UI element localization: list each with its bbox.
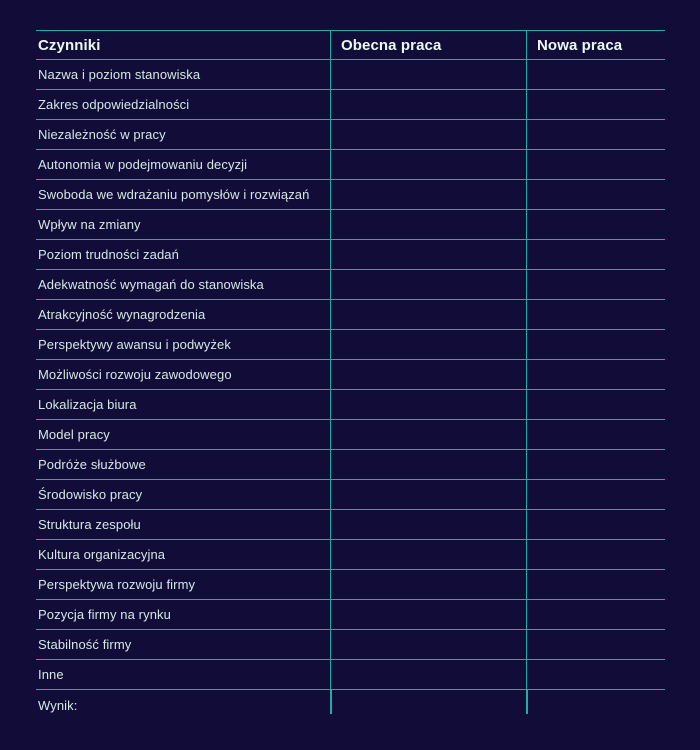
current-job-value-cell[interactable] [330,480,526,509]
current-job-value-cell[interactable] [330,300,526,329]
current-job-value-cell[interactable] [330,450,526,479]
factor-label: Możliwości rozwoju zawodowego [38,367,232,382]
table-row [36,390,665,420]
table-row [36,630,665,660]
column-header-current-job: Obecna praca [330,31,526,59]
current-job-value-cell[interactable] [330,120,526,149]
factor-label: Zakres odpowiedzialności [38,97,190,112]
factor-label: Adekwatność wymagań do stanowiska [38,277,264,292]
current-job-value-cell[interactable] [330,330,526,359]
new-job-value-cell[interactable] [526,270,665,299]
table-row [36,510,665,540]
new-job-value-cell[interactable] [526,120,665,149]
current-job-value-cell[interactable] [330,510,526,539]
factor-label: Model pracy [38,427,110,442]
new-job-value-cell[interactable] [526,450,665,479]
table-row [36,60,665,90]
new-job-value-cell[interactable] [526,300,665,329]
factor-label: Poziom trudności zadań [38,247,179,262]
current-job-value-cell[interactable] [330,420,526,449]
new-job-value-cell[interactable] [526,360,665,389]
current-job-value-cell[interactable] [330,390,526,419]
table-row [36,660,665,690]
current-job-value-cell[interactable] [330,600,526,629]
factor-label: Środowisko pracy [38,487,143,502]
current-job-value-cell[interactable] [330,270,526,299]
result-label: Wynik: [38,697,78,713]
table-row [36,300,665,330]
factor-label: Autonomia w podejmowaniu decyzji [38,157,248,172]
new-job-value-cell[interactable] [526,90,665,119]
new-job-value-cell[interactable] [526,510,665,539]
current-job-value-cell[interactable] [330,570,526,599]
table-row [36,120,665,150]
table-row [36,270,665,300]
new-job-value-cell[interactable] [526,570,665,599]
table-row [36,600,665,630]
table-row [36,240,665,270]
factor-label: Stabilność firmy [38,637,132,652]
factor-label: Struktura zespołu [38,517,141,532]
new-job-value-cell[interactable] [526,540,665,569]
factor-label: Nazwa i poziom stanowiska [38,67,201,82]
new-job-value-cell[interactable] [526,660,665,689]
new-job-value-cell[interactable] [526,180,665,209]
table-row [36,570,665,600]
new-job-value-cell[interactable] [526,330,665,359]
new-job-value-cell[interactable] [526,630,665,659]
factor-label: Wpływ na zmiany [38,217,141,232]
table-row [36,150,665,180]
factor-label: Perspektywa rozwoju firmy [38,577,196,592]
result-new-job-cell[interactable] [526,690,665,720]
table-row [36,450,665,480]
current-job-value-cell[interactable] [330,180,526,209]
new-job-value-cell[interactable] [526,600,665,629]
new-job-value-cell[interactable] [526,240,665,269]
factor-label: Kultura organizacyjna [38,547,166,562]
current-job-value-cell[interactable] [330,540,526,569]
new-job-value-cell[interactable] [526,210,665,239]
table-row [36,540,665,570]
column-header-factors: Czynniki [38,36,101,54]
column-header-new-job: Nowa praca [526,31,665,59]
table-row [36,180,665,210]
current-job-value-cell[interactable] [330,210,526,239]
factor-label: Inne [38,667,64,682]
current-job-value-cell[interactable] [330,360,526,389]
current-job-value-cell[interactable] [330,90,526,119]
factor-label: Swoboda we wdrażaniu pomysłów i rozwiązań [38,187,310,202]
new-job-value-cell[interactable] [526,390,665,419]
table-row [36,420,665,450]
factor-label: Podróże służbowe [38,457,146,472]
current-job-value-cell[interactable] [330,60,526,89]
factor-label: Lokalizacja biura [38,397,137,412]
table-row [36,480,665,510]
table-row [36,90,665,120]
table-row [36,360,665,390]
factor-label: Niezależność w pracy [38,127,166,142]
current-job-value-cell[interactable] [330,630,526,659]
new-job-value-cell[interactable] [526,420,665,449]
result-current-job-cell[interactable] [330,690,526,720]
current-job-value-cell[interactable] [330,150,526,179]
new-job-value-cell[interactable] [526,150,665,179]
job-comparison-table [36,30,665,720]
new-job-value-cell[interactable] [526,480,665,509]
table-header-row [36,30,665,60]
current-job-value-cell[interactable] [330,240,526,269]
current-job-value-cell[interactable] [330,660,526,689]
factor-label: Pozycja firmy na rynku [38,607,171,622]
table-body [36,60,665,690]
factor-label: Perspektywy awansu i podwyżek [38,337,231,352]
table-row [36,210,665,240]
table-row [36,330,665,360]
new-job-value-cell[interactable] [526,60,665,89]
factor-label: Atrakcyjność wynagrodzenia [38,307,206,322]
result-row [36,690,665,720]
